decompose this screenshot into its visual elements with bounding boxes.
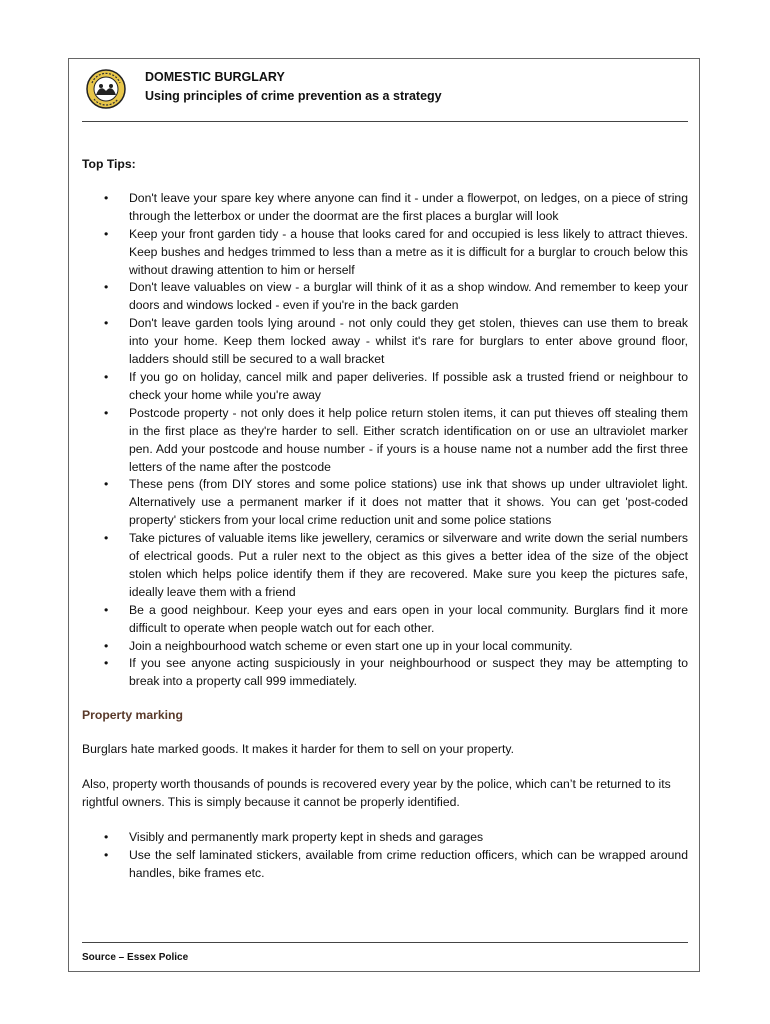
document-body bbox=[82, 156, 688, 883]
bullet: • bbox=[104, 369, 109, 384]
list-item-text: If you see anyone acting suspiciously in your neighbourhood or suspect they may be attempting to break into a property call 999 immediately. bbox=[129, 656, 688, 689]
list-item-text: Use the self laminated stickers, available from crime reduction officers, which can be wrapped around handles, bike frames etc. bbox=[129, 847, 688, 880]
list-item bbox=[82, 190, 688, 226]
property-marking-heading: Property marking bbox=[82, 708, 183, 723]
top-tips-heading: Top Tips: bbox=[82, 157, 136, 171]
bullet: • bbox=[104, 847, 109, 862]
list-item-text: If you go on holiday, cancel milk and paper deliveries. If possible ask a trusted friend or neighbour to check your home while you're away bbox=[129, 369, 688, 402]
list-item-text: Keep your front garden tidy - a house that looks cared for and occupied is less likely to attract thieves. Keep bushes and hedges trimmed to less than a metre as it is difficult for a burglar to crouch below this without drawing attention to him or herself bbox=[129, 226, 688, 277]
bullet: • bbox=[104, 829, 109, 844]
top-tips-list bbox=[82, 190, 688, 691]
list-item bbox=[82, 638, 688, 656]
list-item-text: Don't leave valuables on view - a burglar will think of it as a shop window. And remember to keep your doors and windows locked - even if you're in the back garden bbox=[129, 280, 688, 313]
list-item bbox=[82, 226, 688, 280]
source-footer: Source – Essex Police bbox=[82, 952, 189, 963]
list-item-text: Be a good neighbour. Keep your eyes and ears open in your local community. Burglars find it more difficult to operate when people watch out for each other. bbox=[129, 602, 688, 635]
bullet: • bbox=[104, 656, 109, 671]
document-page bbox=[68, 58, 700, 972]
list-item bbox=[82, 847, 688, 883]
neighbourhood-watch-seal-icon bbox=[86, 69, 126, 109]
list-item bbox=[82, 405, 688, 477]
list-item bbox=[82, 829, 688, 847]
list-item-text: Postcode property - not only does it help police return stolen items, it can put thieves off stealing them in the first place as they're harder to sell. Either scratch identification on or use an ultraviolet marker pen. Add your postcode and house number - if yours is a house name not a number add the first three letters of the name after the postcode bbox=[129, 405, 688, 474]
list-item-text: These pens (from DIY stores and some police stations) use ink that shows up under ultraviolet light. Alternatively use a permanent marker if it does not matter that it shows. You can get 'post-coded property' stickers from your local crime reduction unit and some police stations bbox=[129, 477, 688, 528]
bullet: • bbox=[104, 280, 109, 295]
footer-divider bbox=[82, 942, 688, 943]
bullet: • bbox=[104, 316, 109, 331]
property-marking-list bbox=[82, 829, 688, 883]
list-item bbox=[82, 602, 688, 638]
list-item bbox=[82, 369, 688, 405]
list-item-text: Visibly and permanently mark property kept in sheds and garages bbox=[129, 829, 484, 844]
list-item-text: Take pictures of valuable items like jewellery, ceramics or silverware and write down the serial numbers of electrical goods. Put a ruler next to the object as this gives a better idea of the size of the object stolen which helps police identify them if they are recovered. Make sure you keep the pictures safe, ideally leave them with a friend bbox=[129, 531, 688, 599]
property-marking-paragraph-2: Also, property worth thousands of pounds is recovered every year by the police, which can’t be returned to its rightful owners. This is simply because it cannot be properly identified. bbox=[82, 777, 671, 809]
bullet: • bbox=[104, 602, 109, 617]
list-item-text: Don't leave garden tools lying around - not only could they get stolen, thieves can use them to break into your home. Keep them locked away - whilst it's rare for burglars to enter above ground floor, ladders should still be secured to a wall bracket bbox=[129, 316, 688, 367]
bullet: • bbox=[104, 226, 109, 241]
bullet: • bbox=[104, 531, 109, 546]
bullet: • bbox=[104, 190, 109, 205]
property-marking-paragraph-1: Burglars hate marked goods. It makes it harder for them to sell on your property. bbox=[82, 742, 514, 757]
list-item bbox=[82, 530, 688, 602]
list-item-text: Join a neighbourhood watch scheme or even start one up in your local community. bbox=[129, 638, 573, 653]
header-divider bbox=[82, 121, 688, 122]
bullet: • bbox=[104, 638, 109, 653]
list-item bbox=[82, 315, 688, 369]
list-item bbox=[82, 655, 688, 691]
list-item bbox=[82, 476, 688, 530]
document-subtitle: Using principles of crime prevention as a strategy bbox=[145, 89, 442, 103]
list-item-text: Don't leave your spare key where anyone can find it - under a flowerpot, on ledges, on a piece of string through the letterbox or under the doormat are the first places a burglar will look bbox=[129, 190, 688, 223]
list-item bbox=[82, 279, 688, 315]
bullet: • bbox=[104, 477, 109, 492]
bullet: • bbox=[104, 405, 109, 420]
document-title: DOMESTIC BURGLARY bbox=[145, 70, 285, 84]
